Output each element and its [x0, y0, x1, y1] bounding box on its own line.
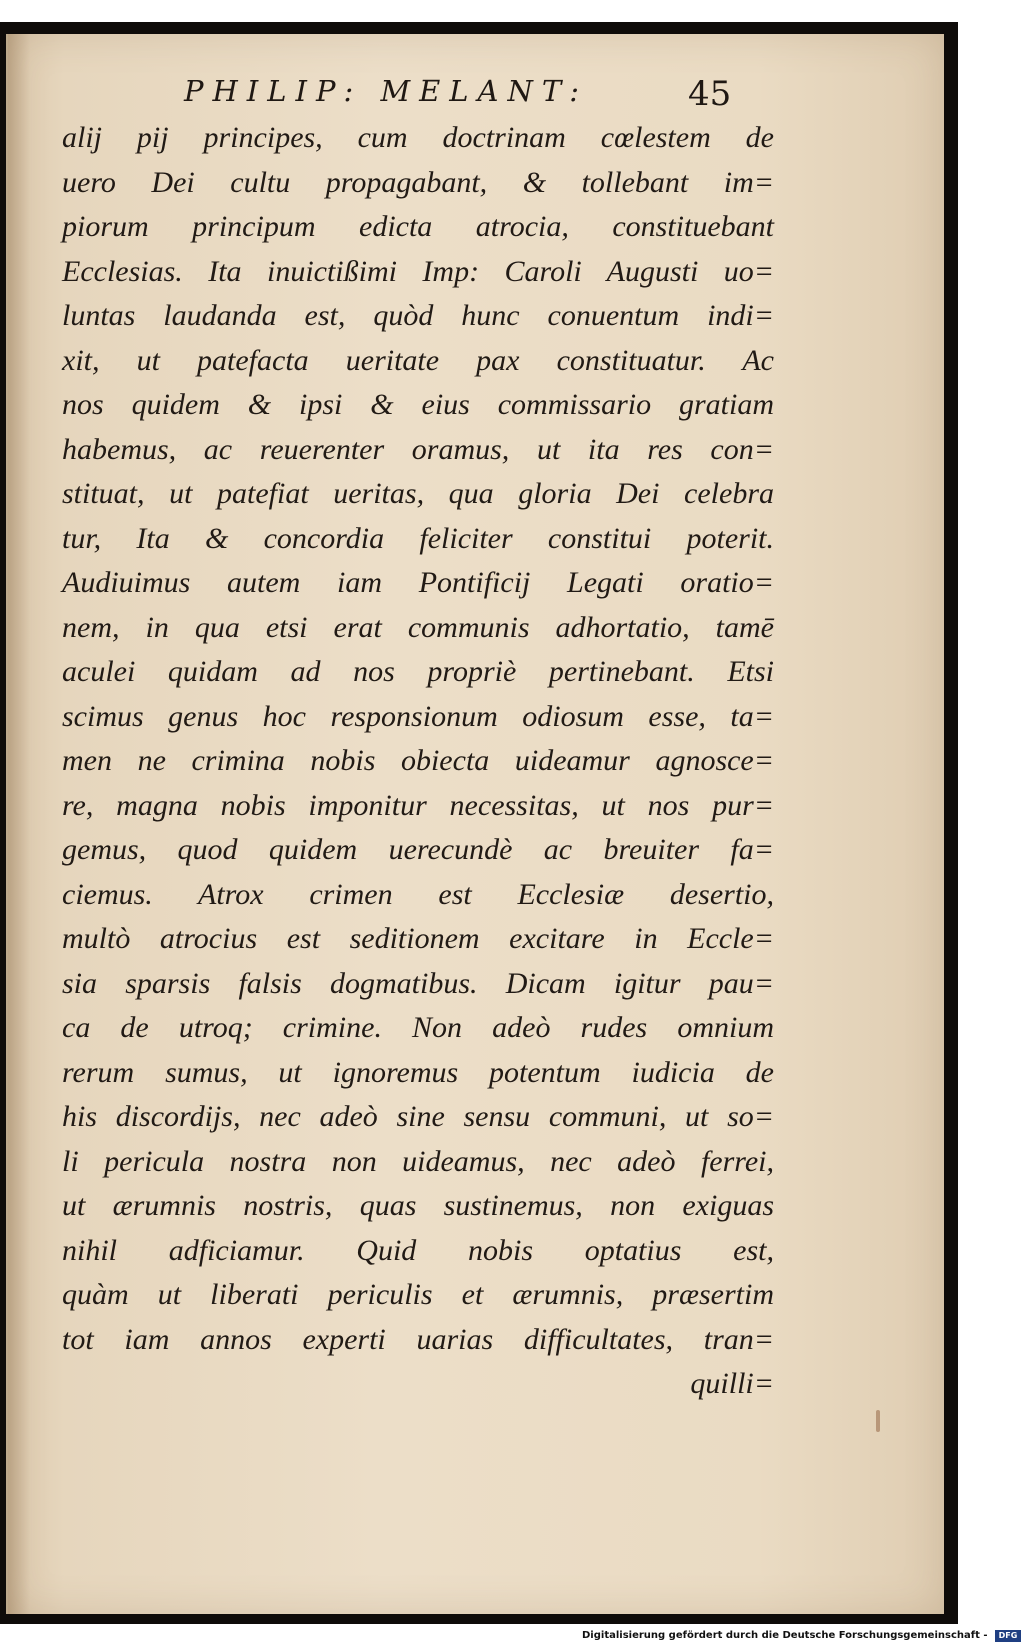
text-line: sia sparsis falsis dogmatibus. Dicam igitur pau=: [62, 966, 774, 1000]
book-page: [6, 34, 944, 1614]
text-line: scimus genus hoc responsionum odiosum esse, ta=: [62, 699, 774, 733]
running-head: PHILIP: MELANT:: [184, 74, 588, 108]
text-line: habemus, ac reuerenter oramus, ut ita res con=: [62, 432, 774, 466]
text-line: ut ærumnis nostris, quas sustinemus, non exiguas: [62, 1189, 774, 1222]
page-gutter-shadow: [8, 34, 30, 1614]
text-line: nos quidem & ipsi & eius commissario gratiam: [62, 388, 774, 421]
text-line: ca de utroq; crimine. Non adeò rudes omnium: [62, 1011, 774, 1044]
text-line: stituat, ut patefiat ueritas, qua gloria Dei celebra: [62, 477, 774, 510]
dfg-logo-icon: DFG: [995, 1630, 1021, 1642]
catchword: quilli=: [690, 1367, 774, 1400]
text-line: li pericula nostra non uideamus, nec adeò ferrei,: [62, 1144, 774, 1178]
body-text: [62, 116, 774, 1456]
digitization-credit: [582, 1628, 1018, 1644]
text-line: piorum principum edicta atrocia, constituebant: [62, 210, 774, 243]
text-line: gemus, quod quidem uerecundè ac breuiter fa=: [62, 833, 774, 866]
text-line: alij pij principes, cum doctrinam cœlestem de: [62, 121, 774, 154]
text-line: men ne crimina nobis obiecta uideamur agnosce=: [62, 744, 774, 777]
text-line: aculei quidam ad nos propriè pertinebant. Etsi: [62, 655, 774, 688]
text-line: xit, ut patefacta ueritate pax constituatur. Ac: [62, 343, 774, 377]
text-line: his discordijs, nec adeò sine sensu communi, ut so=: [62, 1100, 774, 1133]
paper-stain: [876, 1410, 880, 1432]
text-line: multò atrocius est seditionem excitare in Eccle=: [62, 922, 774, 955]
text-line: ciemus. Atrox crimen est Ecclesiæ desertio,: [62, 877, 774, 911]
page-number: 45: [688, 74, 732, 114]
text-line: tur, Ita & concordia feliciter constitui poterit.: [62, 521, 774, 555]
credit-text: Digitalisierung gefördert durch die Deutsche Forschungsgemeinschaft -: [582, 1630, 988, 1641]
text-line: Ecclesias. Ita inuictißimi Imp: Caroli Augusti uo=: [62, 254, 774, 288]
text-line: rerum sumus, ut ignoremus potentum iudicia de: [62, 1055, 774, 1089]
text-line: quàm ut liberati periculis et ærumnis, præsertim: [62, 1278, 774, 1311]
text-line: luntas laudanda est, quòd hunc conuentum indi=: [62, 299, 774, 332]
text-line: nihil adficiamur. Quid nobis optatius est,: [62, 1233, 774, 1267]
text-line: Audiuimus autem iam Pontificij Legati oratio=: [62, 566, 774, 599]
text-line: tot iam annos experti uarias difficultates, tran=: [62, 1322, 774, 1356]
text-line: re, magna nobis imponitur necessitas, ut nos pur=: [62, 788, 774, 822]
text-line: uero Dei cultu propagabant, & tollebant im=: [62, 165, 774, 199]
text-line: nem, in qua etsi erat communis adhortatio, tamē: [62, 610, 774, 644]
